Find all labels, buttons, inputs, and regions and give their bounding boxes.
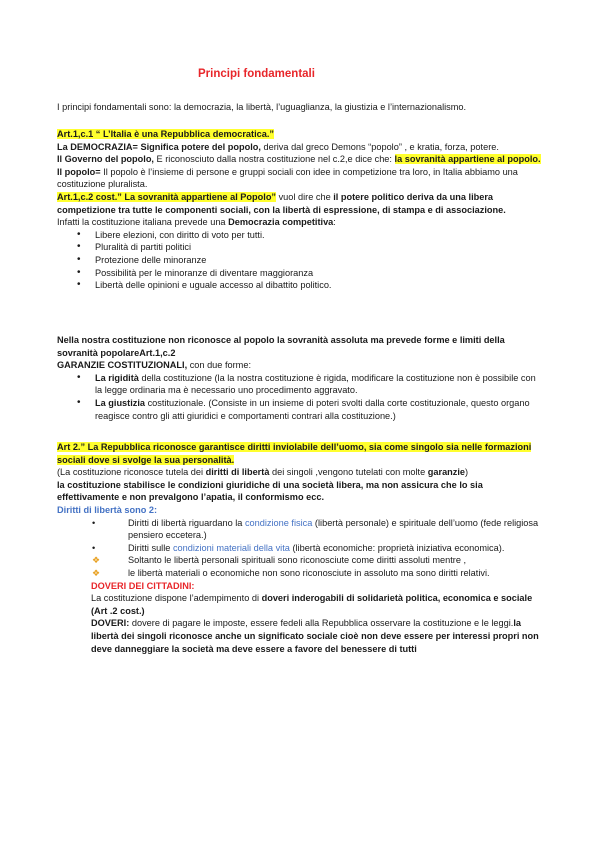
art1-heading: Art.1,c.1 “ L’Italia è una Repubblica democratica.” [57,129,274,139]
art1-section [57,128,542,292]
page-title: Principi fondamentali [198,68,315,80]
d1-b: condizione fisica [244,517,313,528]
art2-p1-a: (La costituzione riconosce tutela dei [57,467,206,478]
list-item [57,372,542,397]
diritti-item [57,542,542,555]
garanzie-section [57,334,542,422]
list-item: • Libere elezioni, con diritto di voto per tutti. [57,229,542,242]
list-item [57,397,542,422]
art1c2-mid: vuol dire che [276,191,334,202]
democrazia-list [57,229,542,292]
d1-c: ( [312,517,318,528]
art2-p2: la costituzione stabilisce le condizioni giuridiche di una società libera, ma non assicura che lo sia effettivamente e non prevalgono l’apatia, il conformismo ecc. [57,479,483,503]
d2-a: Diritti sulle [128,542,173,553]
diritti-note [57,554,542,567]
diritti-note [57,567,542,580]
doveri-p1-b: doveri inderogabili di solidarietà politica, economica e sociale (Art .2 cost.) [91,593,533,616]
giustizia-text: costituzionale. (Consiste in un insieme di poteri svolti dalla corte costituzionale, questo organo reagisce contro gli atti giuridici e comportamenti contrari alla costituzione.) [95,397,530,421]
x2-text: le libertà materiali o economiche non sono riconosciute in assoluto ma sono diritti relativi. [128,567,490,578]
art2-p1-b: diritti di libertà [205,467,270,478]
doveri-p1-a: La costituzione dispone l’adempimento di [91,593,262,604]
list-item: • Pluralità di partiti politici [57,241,542,254]
governo-label: Il Governo del popolo, [57,154,154,165]
list-item: • Protezione delle minoranze [57,254,542,267]
rigidita-text: della costituzione (la la nostra costituzione è rigida, modificare la costituzione non è possibile con la legge ordinaria ma è necessario uno procedimento aggravato. [95,372,536,396]
bullet-icon: • [92,542,96,553]
doveri-p2-text: dovere di pagare le imposte, essere fedeli alla Repubblica osservare la costituzione e le leggi. [129,618,514,629]
nella-paragraph: Nella nostra costituzione non riconosce al popolo la sovranità assoluta ma prevede forme e limiti della sovranità popolareArt.1,c.2 [57,335,505,358]
art1c2-heading: Art.1,c.2 cost.” La sovranità appartiene al Popolo” [57,191,277,202]
popolo-text: Il popolo è l’insieme di persone e gruppi sociali con idee in competizione tra loro, in Italia abbiamo una costituzione pluralista. [57,166,518,190]
doveri-p2-bold: la libertà dei singoli riconosce anche un significato sociale cioè non deve essere per interessi propri non deve danneggiare la società ma deve essere a favore del benessere di tutti [91,618,539,654]
doveri-section [57,580,542,656]
x1-text: Soltanto le libertà personali spirituali sono riconosciute come diritti assoluti mentre , [128,555,467,566]
rigidita-label: La rigidità [95,372,139,383]
doveri-p2-label: DOVERI: [91,618,130,629]
garanzie-list [57,372,542,422]
infatti-end: : [333,217,336,228]
doveri-heading: DOVERI DEI CITTADINI: [91,580,195,591]
d2-b: condizioni materiali della vita [172,542,290,553]
infatti-text: Infatti la costituzione italiana prevede una [57,217,229,228]
intro-paragraph: I principi fondamentali sono: la democrazia, la libertà, l’uguaglianza, la giustizia e l’internazionalismo. [57,102,467,112]
popolo-label: Il popolo= [57,166,101,177]
democrazia-text: deriva dal greco Demons “popolo” , e kratia, forza, potere. [260,141,499,152]
art2-section [57,441,542,655]
governo-highlight: la sovranità appartiene al popolo. [394,154,541,165]
list-item: • Libertà delle opinioni e uguale accesso al dibattito politico. [57,279,542,292]
art2-heading: Art 2.” La Repubblica riconosce garantisce diritti inviolabile dell’uomo, sia come singolo sia nelle formazioni sociali dove si svolge la sua personalità. [57,442,532,465]
art2-p1-c: dei singoli ,vengono tutelati con molte [269,467,428,478]
diritti-item [57,517,542,542]
garanzie-heading-end: con due forme: [187,360,251,371]
giustizia-label: La giustizia [95,397,146,408]
list-item: • Possibilità per le minoranze di diventare maggioranza [57,267,542,280]
garanzie-heading: GARANZIE COSTITUZIONALI, [57,360,188,371]
d2-c: (libertà economiche: proprietà iniziativa economica). [289,542,505,553]
infatti-bold: Democrazia competitiva [228,217,334,228]
art1c2-bold: il potere politico deriva da una libera competizione tra tutte le componenti sociali, con la libertà di espressione, di stampa e di associazione. [57,191,506,215]
diritti-heading: Diritti di libertà sono 2: [57,504,158,515]
art2-p1-e: ) [465,467,469,478]
diamond-bullet-icon: ❖ [92,555,101,566]
d1-d: libertà personale) e spirituale dell’uomo (fede religiosa pensiero eccetera.) [128,517,539,541]
bullet-icon: • [92,517,96,528]
d1-a: Diritti di libertà riguardano la [128,517,245,528]
diamond-bullet-icon: ❖ [92,567,101,578]
democrazia-label: La DEMOCRAZIA= Significa potere del popolo, [57,141,261,152]
governo-text: E riconosciuto dalla nostra costituzione nel c.2,e dice che: [153,154,395,165]
art2-p1-d: garanzie [427,467,466,478]
